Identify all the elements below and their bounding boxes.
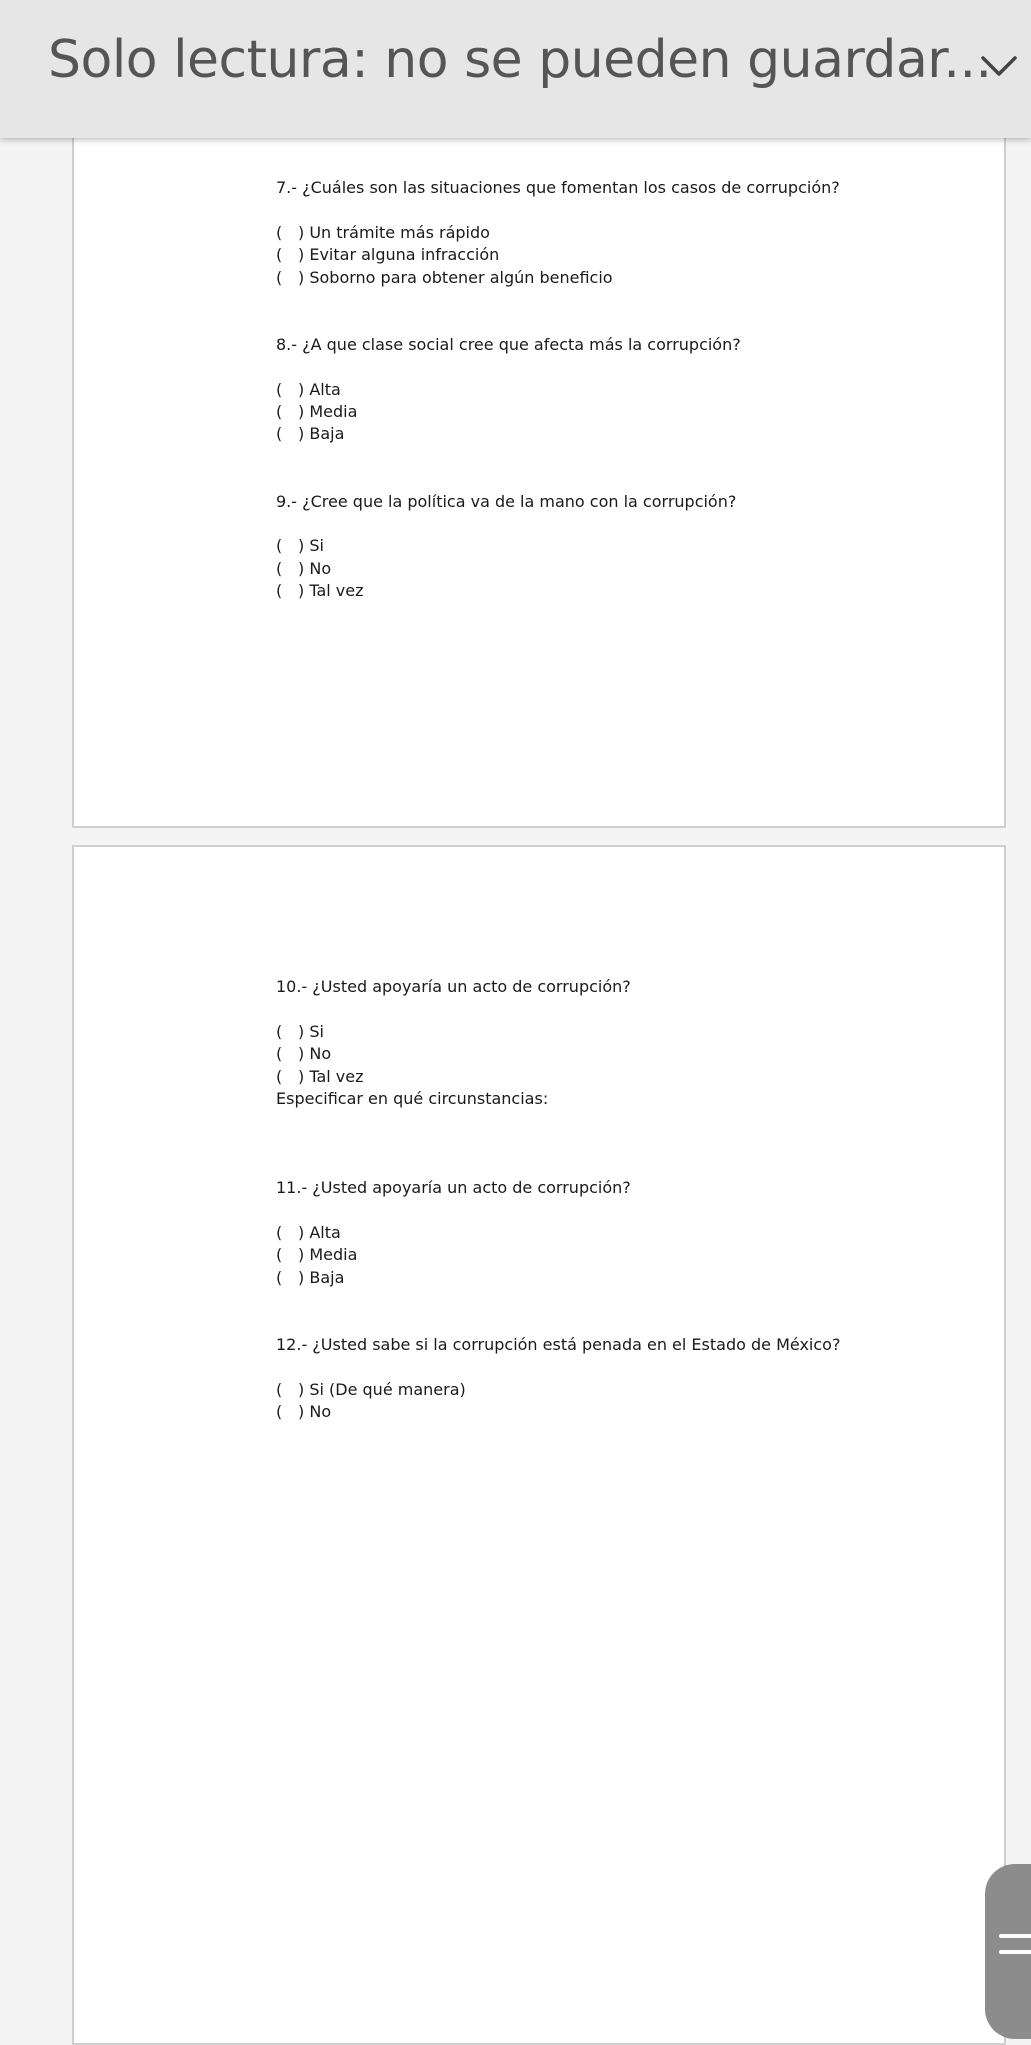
option-q10-1: ( ) Si (276, 1022, 324, 1041)
option-q8-3: ( ) Baja (276, 424, 345, 443)
read-only-banner (0, 0, 1031, 138)
question-8: 8.- ¿A que clase social cree que afecta más la corrupción? (276, 335, 741, 354)
option-q9-2: ( ) No (276, 559, 332, 578)
document-page-2 (72, 845, 1006, 2045)
grip-line-icon (999, 1934, 1031, 1938)
option-q10-2: ( ) No (276, 1044, 332, 1063)
question-10-note: Especificar en qué circunstancias: (276, 1089, 549, 1108)
banner-title: Solo lectura: no se pueden guardar... (48, 30, 992, 90)
option-q7-2: ( ) Evitar alguna infracción (276, 245, 500, 264)
option-q10-3: ( ) Tal vez (276, 1067, 364, 1086)
document-page-1 (72, 100, 1006, 828)
option-q12-1: ( ) Si (De qué manera) (276, 1380, 466, 1399)
grip-line-icon (999, 1950, 1031, 1954)
option-q11-1: ( ) Alta (276, 1223, 341, 1242)
option-q8-1: ( ) Alta (276, 380, 341, 399)
question-7: 7.- ¿Cuáles son las situaciones que fomentan los casos de corrupción? (276, 178, 840, 197)
option-q11-2: ( ) Media (276, 1245, 358, 1264)
question-12: 12.- ¿Usted sabe si la corrupción está penada en el Estado de México? (276, 1335, 841, 1354)
option-q7-3: ( ) Soborno para obtener algún beneficio (276, 268, 613, 287)
option-q7-1: ( ) Un trámite más rápido (276, 223, 490, 242)
question-9: 9.- ¿Cree que la política va de la mano con la corrupción? (276, 492, 737, 511)
question-11: 11.- ¿Usted apoyaría un acto de corrupción? (276, 1178, 631, 1197)
option-q9-3: ( ) Tal vez (276, 581, 364, 600)
chevron-down-icon[interactable] (979, 46, 1019, 86)
scroll-thumb[interactable] (985, 1864, 1031, 2039)
option-q11-3: ( ) Baja (276, 1268, 345, 1287)
option-q9-1: ( ) Si (276, 536, 324, 555)
question-10: 10.- ¿Usted apoyaría un acto de corrupción? (276, 977, 631, 996)
option-q12-2: ( ) No (276, 1402, 332, 1421)
option-q8-2: ( ) Media (276, 402, 358, 421)
